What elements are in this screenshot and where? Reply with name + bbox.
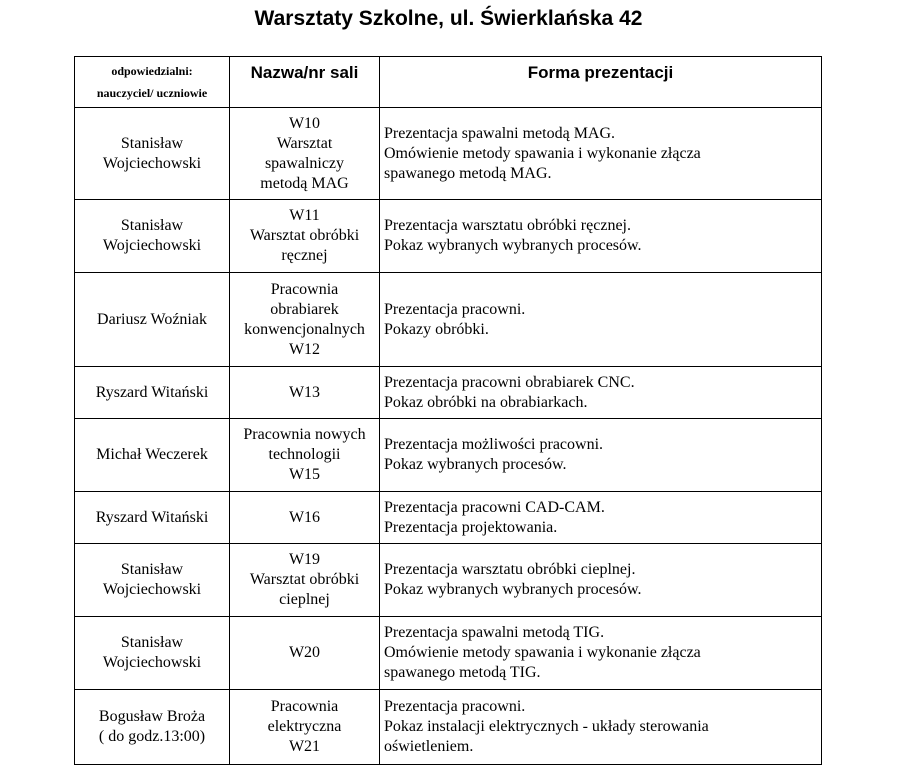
teacher-cell	[75, 367, 230, 419]
header-responsible	[75, 57, 230, 108]
presentation-form-cell-line: Pokazy obróbki.	[384, 320, 489, 338]
room-cell-line: W10	[288, 114, 321, 132]
presentation-form-cell	[380, 419, 822, 492]
table-row	[75, 544, 822, 617]
presentation-form-cell	[380, 492, 822, 544]
room-cell-line: W20	[288, 644, 321, 661]
teacher-cell-line: Stanisław	[120, 561, 184, 578]
teacher-cell	[75, 108, 230, 200]
presentation-form-cell-line: Prezentacja pracowni CAD-CAM.	[384, 498, 605, 516]
room-cell-line: cieplnej	[279, 591, 330, 608]
room-cell-line: Pracownia nowych	[243, 426, 366, 443]
presentation-form-cell-line: Pokaz instalacji elektrycznych - układy sterowania	[384, 718, 709, 735]
presentation-form-cell-line: oświetleniem.	[384, 738, 474, 755]
presentation-form-cell-line: Omówienie metody spawania i wykonanie złącza	[384, 644, 701, 661]
teacher-cell-line: Michał Weczerek	[96, 446, 208, 463]
presentation-form-cell	[380, 690, 822, 765]
table-row	[75, 367, 822, 419]
room-cell	[230, 200, 380, 273]
teacher-cell-line: Ryszard Witański	[95, 383, 209, 401]
presentation-form-cell-line: Prezentacja warsztatu obróbki ręcznej.	[384, 217, 631, 234]
presentation-form-cell-line: Prezentacja pracowni.	[384, 698, 526, 715]
room-cell-line: metodą MAG	[260, 174, 349, 192]
presentation-form-cell	[380, 273, 822, 367]
room-cell-line: W12	[288, 340, 321, 358]
teacher-cell-line: Ryszard Witański	[95, 508, 209, 526]
header-responsible-line: nauczyciel/ uczniowie	[96, 86, 208, 100]
room-cell-line: technologii	[268, 446, 341, 463]
teacher-cell-line: ( do godz.13:00)	[98, 728, 206, 745]
room-cell	[230, 617, 380, 690]
presentation-form-cell-line: Pokaz wybranych wybranych procesów.	[384, 581, 642, 598]
teacher-cell-line: Wojciechowski	[102, 654, 202, 671]
table-row	[75, 690, 822, 765]
table-row	[75, 419, 822, 492]
room-cell	[230, 544, 380, 617]
room-cell-line: ręcznej	[281, 247, 328, 264]
room-cell	[230, 273, 380, 367]
presentation-form-cell-line: Prezentacja projektowania.	[384, 518, 558, 536]
presentation-form-cell-line: Prezentacja spawalni metodą TIG.	[384, 624, 605, 641]
presentation-form-cell-line: Omówienie metody spawania i wykonanie złącza	[384, 144, 701, 162]
presentation-form-cell-line: Pokaz wybranych procesów.	[384, 456, 567, 473]
teacher-cell-line: Wojciechowski	[102, 237, 202, 254]
schedule-table	[74, 56, 822, 765]
table-row	[75, 200, 822, 273]
presentation-form-cell	[380, 544, 822, 617]
presentation-form-cell	[380, 200, 822, 273]
teacher-cell	[75, 273, 230, 367]
presentation-form-cell-line: spawanego metodą MAG.	[384, 164, 552, 182]
presentation-form-cell	[380, 617, 822, 690]
presentation-form-cell	[380, 108, 822, 200]
table-row	[75, 108, 822, 200]
presentation-form-cell-line: Pokaz obróbki na obrabiarkach.	[384, 393, 588, 411]
room-cell	[230, 419, 380, 492]
table-header-row	[75, 57, 822, 108]
room-cell-line: spawalniczy	[264, 154, 345, 172]
presentation-form-cell-line: Prezentacja spawalni metodą MAG.	[384, 124, 616, 142]
teacher-cell-line: Stanisław	[120, 134, 184, 152]
room-cell-line: Warsztat obróbki	[249, 227, 360, 244]
teacher-cell-line: Wojciechowski	[102, 581, 202, 598]
presentation-form-cell-line: Pokaz wybranych wybranych procesów.	[384, 237, 642, 254]
room-cell-line: W11	[289, 207, 320, 224]
room-cell-line: elektryczna	[267, 718, 342, 735]
room-cell	[230, 108, 380, 200]
header-presentation-form: Forma prezentacji	[380, 57, 822, 108]
teacher-cell-line: Dariusz Woźniak	[97, 310, 207, 328]
room-cell-line: Warsztat obróbki	[249, 571, 360, 588]
teacher-cell	[75, 200, 230, 273]
teacher-cell-line: Wojciechowski	[102, 154, 202, 172]
table-row	[75, 492, 822, 544]
room-cell-line: konwencjonalnych	[244, 320, 365, 338]
teacher-cell	[75, 492, 230, 544]
room-cell-line: Pracownia	[270, 698, 339, 715]
room-cell-line: Pracownia	[270, 280, 339, 298]
teacher-cell	[75, 544, 230, 617]
presentation-form-cell-line: Prezentacja pracowni.	[384, 300, 526, 318]
header-room: Nazwa/nr sali	[230, 57, 380, 108]
table-row	[75, 273, 822, 367]
teacher-cell-line: Stanisław	[120, 634, 184, 651]
presentation-form-cell-line: Prezentacja możliwości pracowni.	[384, 436, 604, 453]
room-cell-line: W19	[288, 551, 321, 568]
room-cell-line: obrabiarek	[270, 300, 339, 318]
room-cell	[230, 690, 380, 765]
teacher-cell-line: Stanisław	[120, 217, 184, 234]
page-title: Warsztaty Szkolne, ul. Świerklańska 42	[254, 7, 643, 30]
table-row	[75, 617, 822, 690]
room-cell-line: W16	[288, 508, 321, 526]
room-cell-line: W21	[288, 738, 321, 755]
teacher-cell	[75, 419, 230, 492]
teacher-cell	[75, 617, 230, 690]
presentation-form-cell-line: spawanego metodą TIG.	[384, 664, 541, 681]
presentation-form-cell	[380, 367, 822, 419]
header-responsible-line: odpowiedzialni:	[111, 64, 193, 78]
room-cell-line: W13	[288, 383, 321, 401]
table-body	[75, 108, 822, 765]
room-cell	[230, 367, 380, 419]
presentation-form-cell-line: Prezentacja pracowni obrabiarek CNC.	[384, 373, 635, 391]
teacher-cell	[75, 690, 230, 765]
room-cell	[230, 492, 380, 544]
teacher-cell-line: Bogusław Broża	[98, 708, 206, 725]
presentation-form-cell-line: Prezentacja warsztatu obróbki cieplnej.	[384, 561, 636, 578]
room-cell-line: Warsztat	[276, 134, 333, 152]
room-cell-line: W15	[288, 466, 321, 483]
